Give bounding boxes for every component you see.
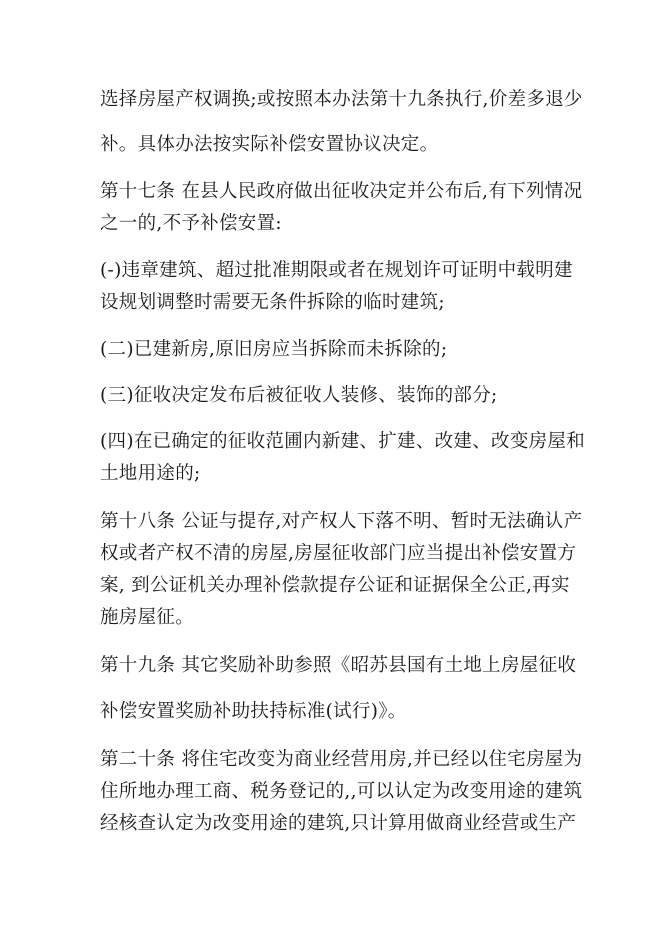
text-line: 施房屋征。 [100,607,195,628]
text-line: (-)违章建筑、超过批准期限或者在规划许可证明中载明建 [100,260,573,281]
text-line: 补。具体办法按实际补偿安置协议决定。 [100,134,439,155]
text-line: (二)已建新房,原旧房应当拆除而未拆除的; [100,339,448,360]
text-line: 之一的,不予补偿安置: [100,213,282,234]
text-line: 第十七条 在县人民政府做出征收决定并公布后,有下列情况 [100,181,583,202]
text-line: 第二十条 将住宅改变为商业经营用房,并已经以住宅房屋为 [100,749,583,770]
text-line: 设规划调整时需要无条件拆除的临时建筑; [100,292,445,313]
text-line: 选择房屋产权调换;或按照本办法第十九条执行,价差多退少 [100,89,583,110]
text-line: (四)在已确定的征收范圃内新建、扩建、改建、改变房屋和 [100,431,586,452]
text-line: (三)征收决定发布后被征收人装修、装饰的部分; [100,385,498,406]
text-line: 案, 到公证机关办理补偿款提存公证和证据保全公正,再实 [100,575,570,596]
text-line: 经核查认定为改变用途的建筑,只计算用做商业经营或生产 [100,813,577,834]
text-line: 补偿安置奖励补助扶持标准(试行)》。 [100,701,407,722]
text-line: 第十九条 其它奖励补助参照《昭苏县国有土地上房屋征收 [100,655,577,676]
text-line: 权或者产权不清的房屋,房屋征收部门应当提出补偿安置方 [100,543,577,564]
text-line: 土地用途的; [100,463,201,484]
text-line: 住所地办理工商、税务登记的,,可以认定为改变用途的建筑 [100,781,583,802]
text-line: 第十八条 公证与提存,对产权人下落不明、暂时无法确认产 [100,511,583,532]
